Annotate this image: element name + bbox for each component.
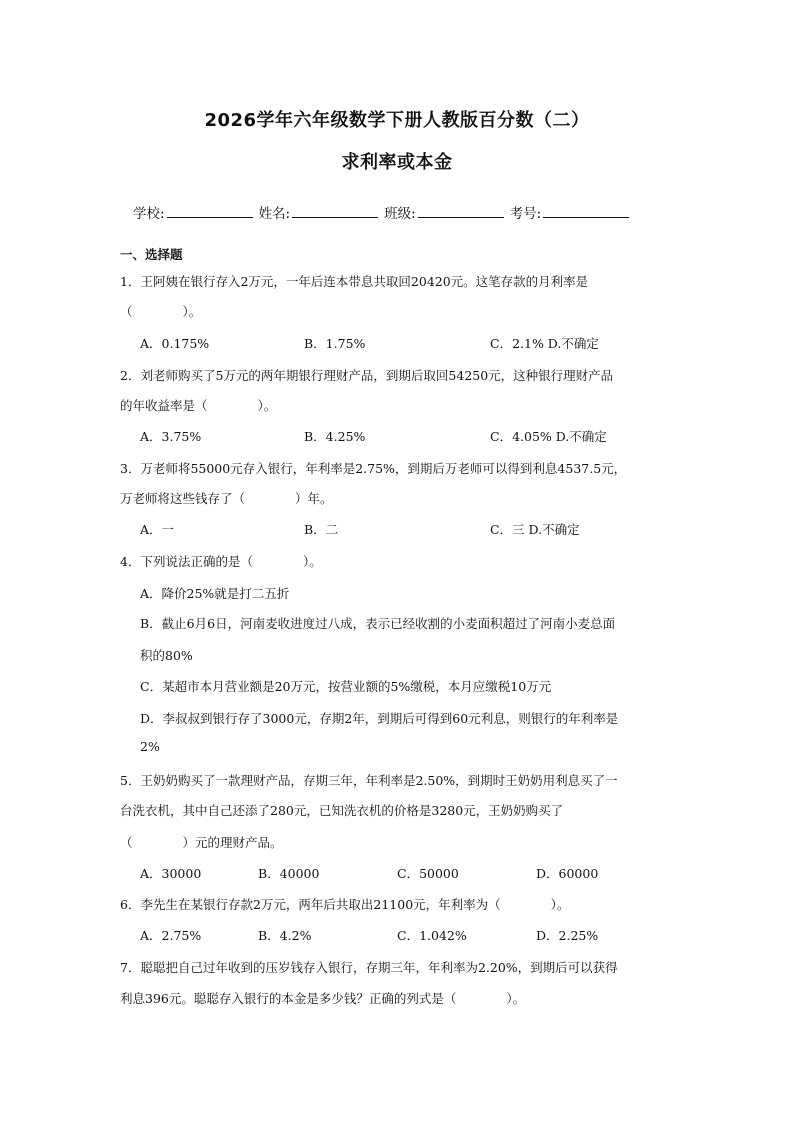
class-field[interactable] bbox=[418, 203, 504, 218]
question-2-line-2: 的年收益率是（ ）。 bbox=[120, 398, 277, 413]
question-1-option-b[interactable]: B．1.75% bbox=[304, 336, 366, 351]
question-4-option-b[interactable]: B．截止6月6日，河南麦收进度过八成，表示已经收割的小麦面积超过了河南小麦总面 bbox=[140, 616, 616, 631]
question-2-option-a[interactable]: A．3.75% bbox=[140, 429, 202, 444]
question-6-option-d[interactable]: D．2.25% bbox=[536, 928, 599, 943]
question-4-option-a[interactable]: A．降价25%就是打二五折 bbox=[140, 586, 290, 601]
name-label: 姓名: bbox=[258, 206, 291, 222]
question-3-line-2: 万老师将这些钱存了（ ）年。 bbox=[120, 491, 333, 506]
question-4-option-d[interactable]: D．李叔叔到银行存了3000元，存期2年，到期后可得到60元利息，则银行的年利率是 bbox=[140, 711, 619, 726]
question-2-option-b[interactable]: B．4.25% bbox=[304, 429, 366, 444]
question-5-option-d[interactable]: D．60000 bbox=[536, 866, 599, 881]
question-6-option-b[interactable]: B．4.2% bbox=[258, 928, 312, 943]
question-7-line-2: 利息396元。聪聪存入银行的本金是多少钱？正确的列式是（ ）。 bbox=[120, 991, 526, 1006]
question-2-option-c-d[interactable]: C．4.05% D.不确定 bbox=[490, 429, 607, 444]
school-field[interactable] bbox=[167, 203, 253, 218]
question-1-line-2: （ ）。 bbox=[120, 304, 202, 319]
question-4-option-b-cont: 积的80% bbox=[140, 648, 193, 663]
question-5-line-3: （ ）元的理财产品。 bbox=[120, 835, 283, 850]
question-7-line-1: 7．聪聪把自己过年收到的压岁钱存入银行，存期三年，年利率为2.20%，到期后可以获得 bbox=[120, 960, 618, 975]
question-3-option-c-d[interactable]: C．三 D.不确定 bbox=[490, 522, 580, 537]
question-3-line-1: 3．万老师将55000元存入银行，年利率是2.75%，到期后万老师可以得到利息4537.5元， bbox=[120, 461, 627, 476]
question-5-option-c[interactable]: C．50000 bbox=[397, 866, 459, 881]
question-6-option-c[interactable]: C．1.042% bbox=[397, 928, 467, 943]
question-1-option-c-d[interactable]: C．2.1% D.不确定 bbox=[490, 336, 599, 351]
question-5-option-a[interactable]: A．30000 bbox=[140, 866, 202, 881]
school-label: 学校: bbox=[133, 206, 165, 222]
question-5-line-1: 5．王奶奶购买了一款理财产品，存期三年，年利率是2.50%，到期时王奶奶用利息买了一 bbox=[120, 773, 618, 788]
question-2-line-1: 2．刘老师购买了5万元的两年期银行理财产品，到期后取回54250元，这种银行理财产品 bbox=[120, 368, 614, 383]
question-1-line-1: 1．王阿姨在银行存入2万元，一年后连本带息共取回20420元。这笔存款的月利率是 bbox=[120, 274, 589, 289]
page-title: 2026学年六年级数学下册人教版百分数（二） bbox=[204, 110, 590, 131]
question-4-option-d-cont: 2% bbox=[140, 739, 160, 754]
class-label: 班级: bbox=[384, 206, 416, 222]
question-1-option-a[interactable]: A．0.175% bbox=[140, 336, 210, 351]
question-5-option-b[interactable]: B．40000 bbox=[258, 866, 320, 881]
question-3-option-b[interactable]: B．二 bbox=[304, 522, 339, 537]
question-6-option-a[interactable]: A．2.75% bbox=[140, 928, 202, 943]
question-3-option-a[interactable]: A．一 bbox=[140, 522, 175, 537]
page-subtitle: 求利率或本金 bbox=[341, 152, 453, 173]
exam-no-field[interactable] bbox=[543, 203, 629, 218]
question-6-line-1: 6．李先生在某银行存款2万元，两年后共取出21100元，年利率为（ ）。 bbox=[120, 897, 570, 912]
question-4-line-1: 4．下列说法正确的是（ ）。 bbox=[120, 554, 322, 569]
question-4-option-c[interactable]: C．某超市本月营业额是20万元，按营业额的5%缴税，本月应缴税10万元 bbox=[140, 679, 552, 694]
exam-no-label: 考号: bbox=[509, 206, 542, 222]
name-field[interactable] bbox=[292, 203, 378, 218]
section-title: 一、选择题 bbox=[120, 247, 183, 262]
question-5-line-2: 台洗衣机，其中自己还添了280元，已知洗衣机的价格是3280元，王奶奶购买了 bbox=[120, 803, 564, 818]
student-info-row bbox=[133, 202, 635, 222]
